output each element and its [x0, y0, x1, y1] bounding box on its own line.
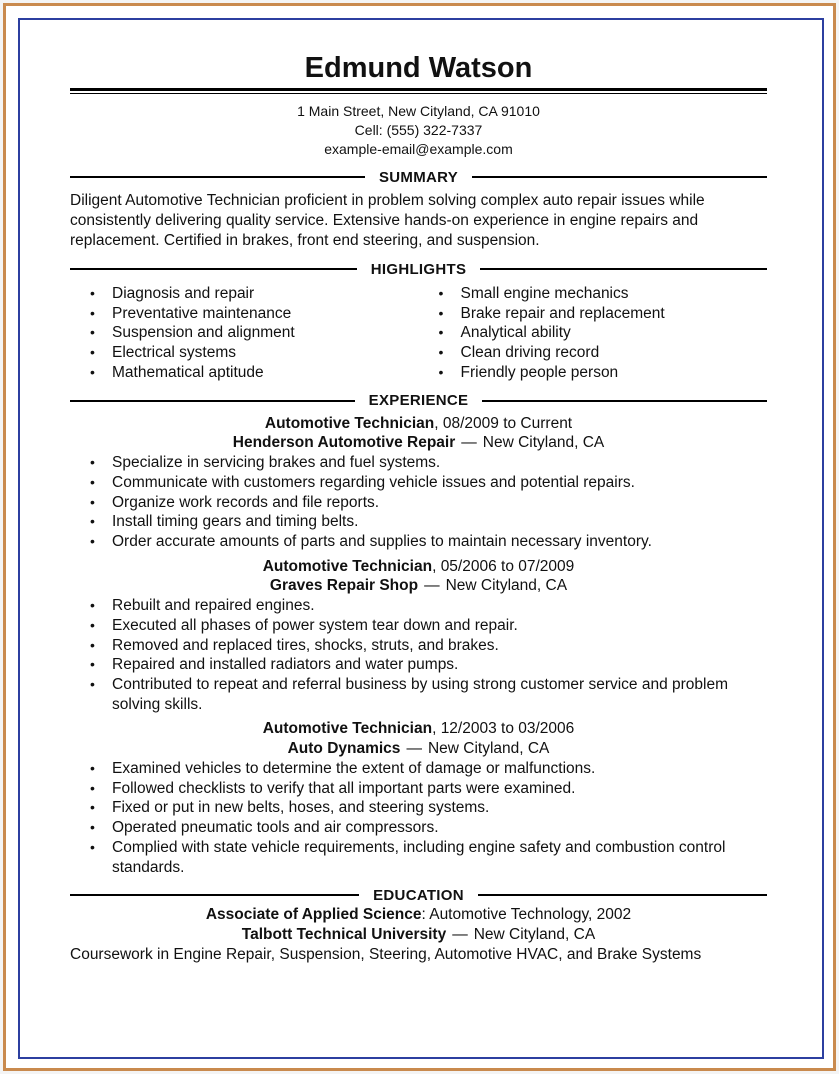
list-item: • Brake repair and replacement [419, 304, 768, 324]
list-item: • Communicate with customers regarding vehicle issues and potential repairs. [70, 473, 767, 493]
job-title-line [70, 719, 767, 739]
list-item: • Repaired and installed radiators and water pumps. [70, 655, 767, 675]
job-company-line [70, 433, 767, 453]
name-divider-thin [70, 93, 767, 94]
education-field: : Automotive Technology, 2002 [421, 906, 632, 924]
list-item: • Clean driving record [419, 343, 768, 363]
summary-heading [70, 167, 767, 187]
highlights-left [70, 284, 419, 383]
job-location: New Cityland, CA [445, 577, 568, 595]
job-company-line [70, 739, 767, 759]
education-coursework: Coursework in Engine Repair, Suspension, Steering, Automotive HVAC, and Brake Systems [70, 945, 702, 963]
list-item: • Examined vehicles to determine the extent of damage or malfunctions. [70, 759, 767, 779]
contact-email: example-email@example.com [324, 141, 513, 157]
job-dash: — [406, 740, 422, 758]
list-item: • Fixed or put in new belts, hoses, and steering systems. [70, 798, 767, 818]
list-item: • Preventative maintenance [70, 304, 419, 324]
resume-name: Edmund Watson [304, 52, 533, 84]
list-item: • Specialize in servicing brakes and fuel systems. [70, 453, 767, 473]
summary-text: Diligent Automotive Technician proficient in problem solving complex auto repair issues while consistently delivering quality service. Extensive hands-on experience in engine repairs and replacement. Certified in brakes, front end steering, and suspension. [70, 192, 705, 249]
list-item: • Rebuilt and repaired engines. [70, 596, 767, 616]
list-item: • Operated pneumatic tools and air compressors. [70, 818, 767, 838]
job-dates: , 05/2006 to 07/2009 [432, 557, 575, 575]
job-duties [70, 596, 767, 714]
job-location: New Cityland, CA [482, 434, 605, 452]
job-duties [70, 453, 767, 552]
education-degree: Associate of Applied Science [205, 906, 422, 924]
job-duties [70, 759, 767, 877]
education-heading [70, 885, 767, 905]
job-title-line [70, 557, 767, 577]
education-school-line [70, 925, 767, 945]
education-heading-label: EDUCATION [373, 886, 464, 904]
job-company: Graves Repair Shop [269, 577, 419, 595]
list-item: • Organize work records and file reports. [70, 493, 767, 513]
list-item: • Contributed to repeat and referral business by using strong customer service and problem solving skills. [70, 675, 767, 714]
job-company: Henderson Automotive Repair [232, 434, 456, 452]
resume-page [70, 50, 767, 965]
job-title: Automotive Technician [262, 720, 433, 738]
highlights-heading [70, 259, 767, 279]
list-item: • Analytical ability [419, 323, 768, 343]
experience-heading [70, 391, 767, 411]
job-location: New Cityland, CA [427, 740, 550, 758]
list-item: • Small engine mechanics [419, 284, 768, 304]
job-dash: — [424, 577, 440, 595]
list-item: • Removed and replaced tires, shocks, struts, and brakes. [70, 636, 767, 656]
job-dates: , 08/2009 to Current [434, 414, 573, 432]
education-degree-line [70, 905, 767, 925]
list-item: • Diagnosis and repair [70, 284, 419, 304]
list-item: • Complied with state vehicle requirements, including engine safety and combustion control standards. [70, 838, 767, 877]
job-company: Auto Dynamics [287, 740, 401, 758]
list-item: • Install timing gears and timing belts. [70, 512, 767, 532]
education-dash: — [452, 926, 468, 944]
contact-cell: Cell: (555) 322-7337 [354, 122, 483, 138]
job-dash: — [461, 434, 477, 452]
list-item: • Electrical systems [70, 343, 419, 363]
highlights-heading-label: HIGHLIGHTS [370, 260, 467, 278]
contact-address: 1 Main Street, New Cityland, CA 91010 [297, 103, 540, 119]
job-dates: , 12/2003 to 03/2006 [432, 720, 575, 738]
list-item: • Order accurate amounts of parts and supplies to maintain necessary inventory. [70, 532, 767, 552]
list-item: • Friendly people person [419, 363, 768, 383]
list-item: • Mathematical aptitude [70, 363, 419, 383]
summary-heading-label: SUMMARY [378, 168, 459, 186]
job-company-line [70, 576, 767, 596]
experience-heading-label: EXPERIENCE [368, 392, 469, 410]
list-item: • Followed checklists to verify that all important parts were examined. [70, 779, 767, 799]
contact-block [70, 102, 767, 159]
education-school: Talbott Technical University [241, 926, 447, 944]
list-item: • Suspension and alignment [70, 323, 419, 343]
education-location: New Cityland, CA [473, 926, 596, 944]
job-title-line [70, 414, 767, 434]
highlights-right [419, 284, 768, 383]
job-title: Automotive Technician [262, 557, 433, 575]
job-title: Automotive Technician [264, 414, 435, 432]
highlights-list [70, 284, 767, 383]
list-item: • Executed all phases of power system tear down and repair. [70, 616, 767, 636]
name-divider-thick [70, 88, 767, 91]
